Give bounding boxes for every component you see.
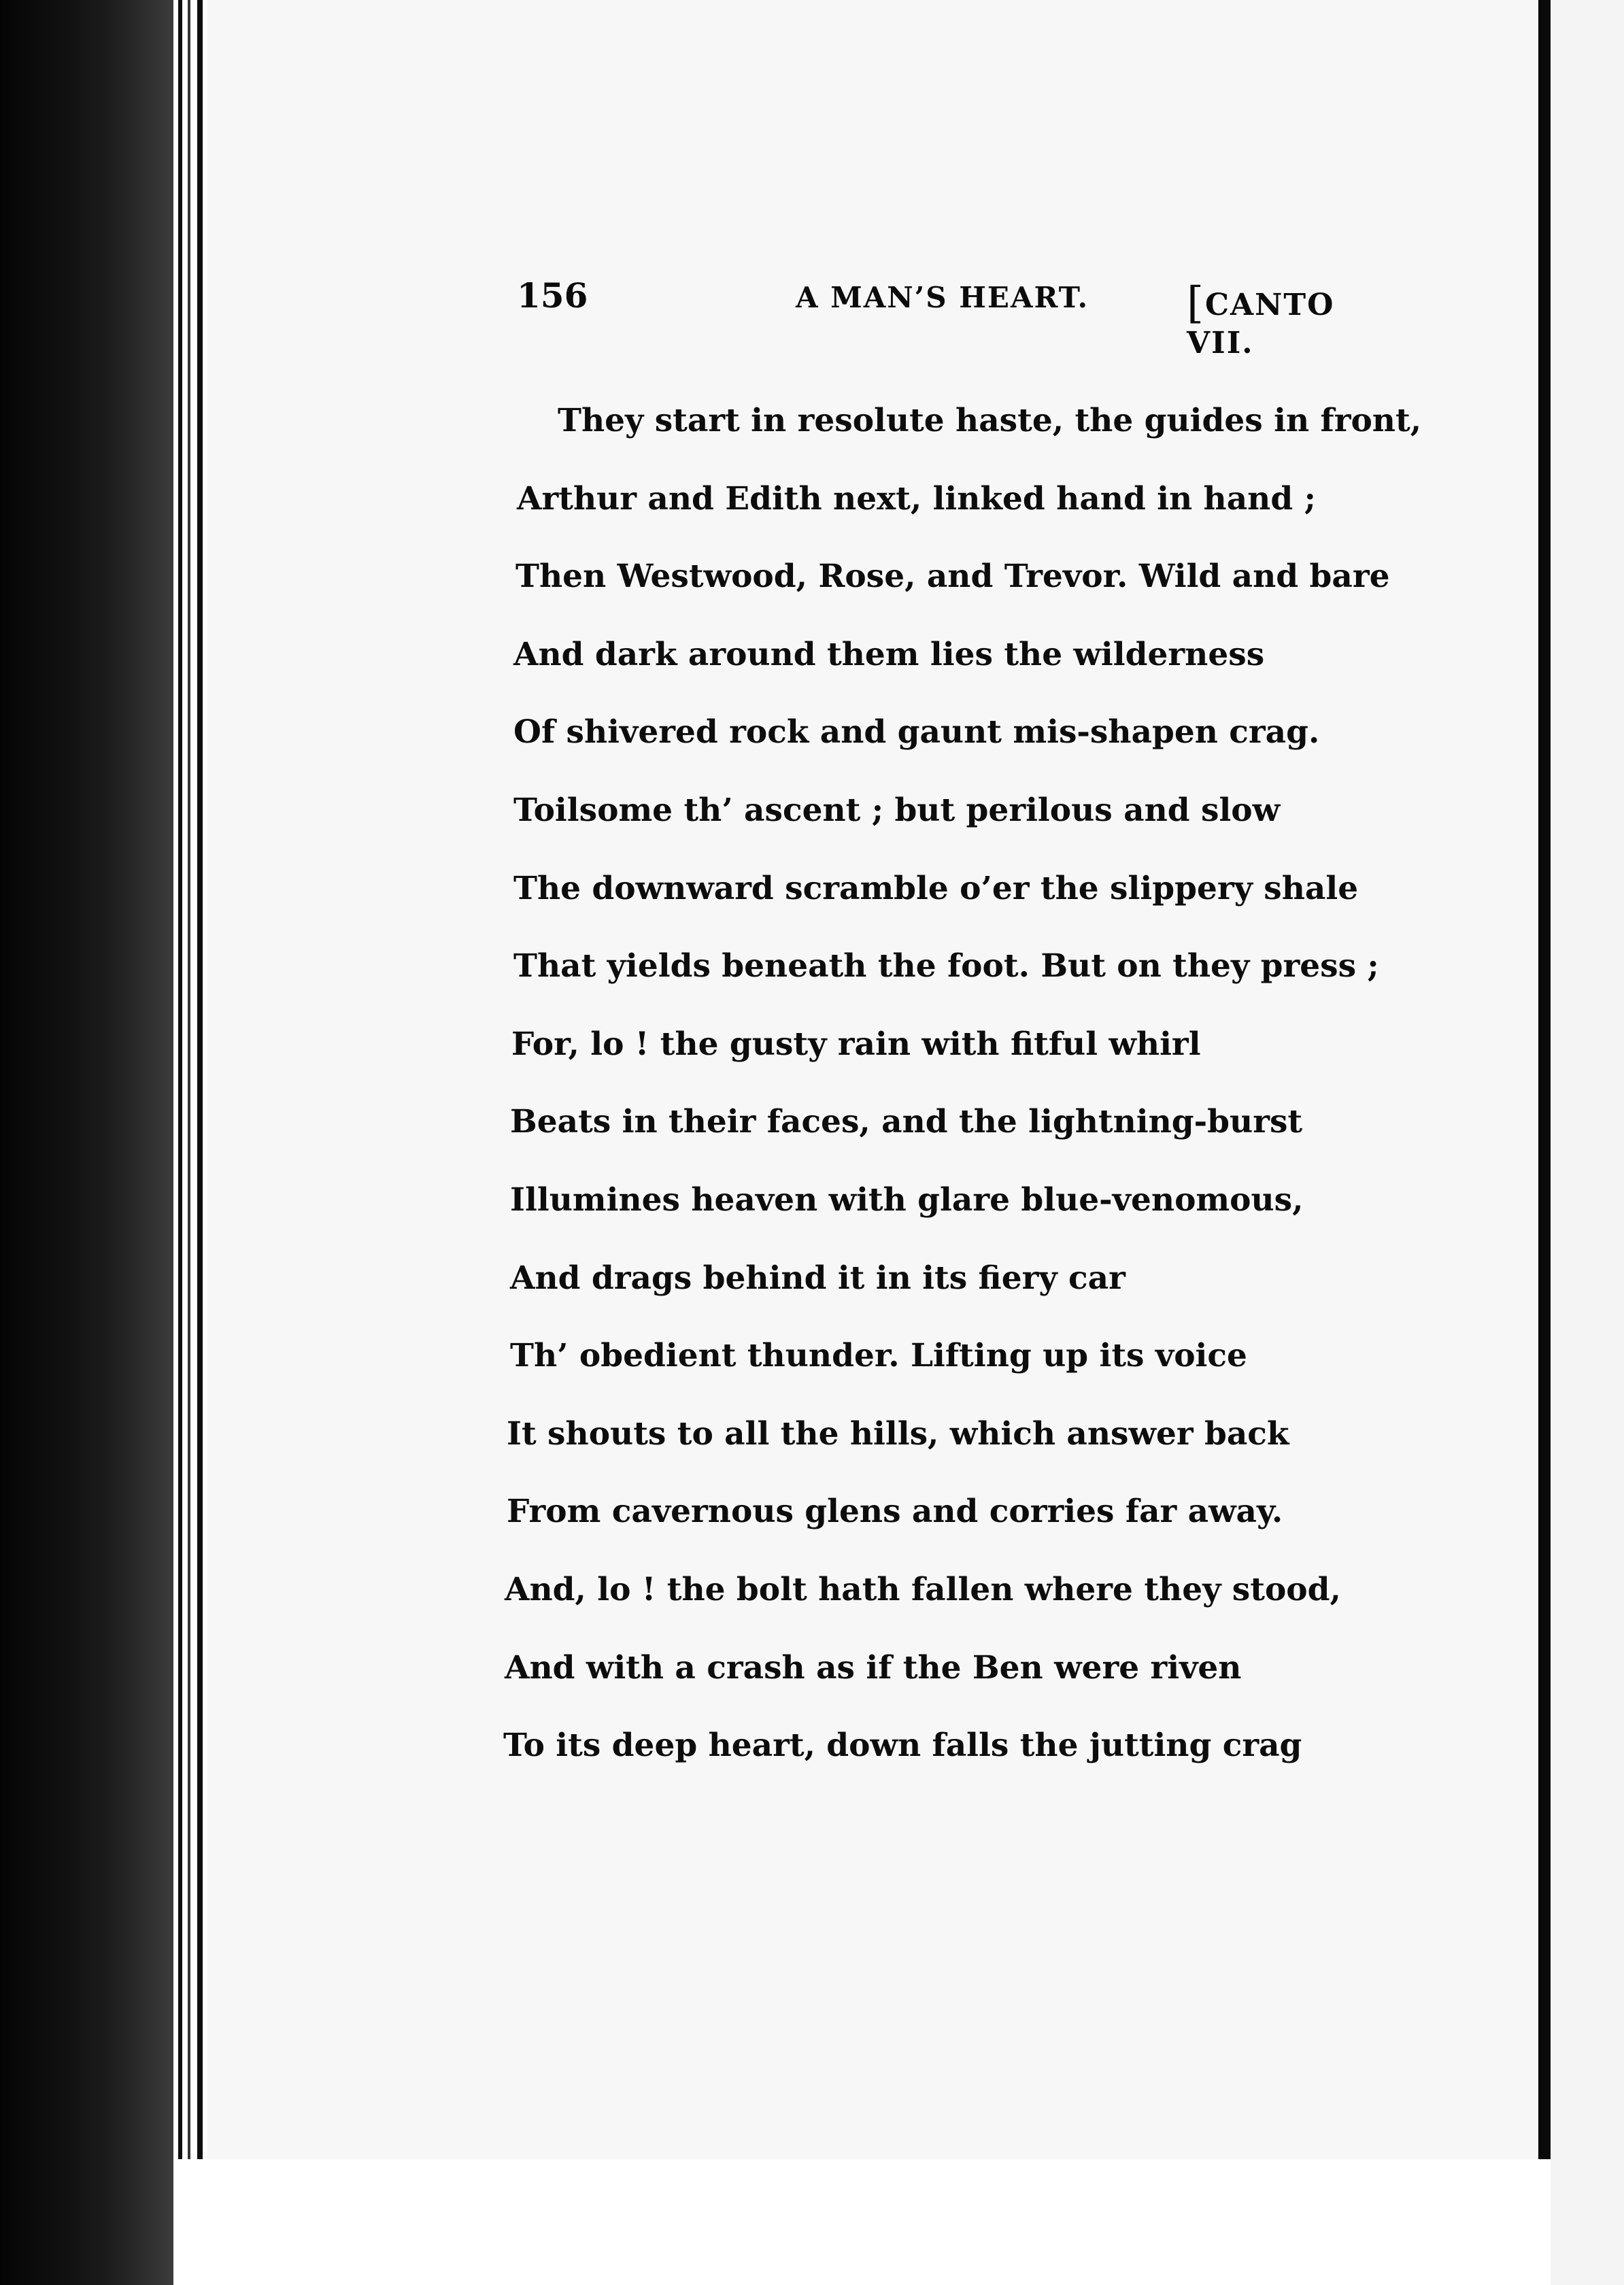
running-title: A MAN’S HEART. <box>796 281 1089 314</box>
poem-line: Arthur and Edith next, linked hand in hand ; <box>517 480 1316 518</box>
poem-line: Th’ obedient thunder. Lifting up its voice <box>510 1337 1247 1374</box>
poem-line: And with a crash as if the Ben were riven <box>505 1649 1242 1687</box>
poem-line: And dark around them lies the wilderness <box>513 636 1265 673</box>
poem-line: Toilsome th’ ascent ; but perilous and slow <box>513 792 1281 829</box>
poem-line: They start in resolute haste, the guides in front, <box>558 402 1422 439</box>
poem-line: The downward scramble o’er the slippery shale <box>513 870 1359 907</box>
poem-line: For, lo ! the gusty rain with fitful whirl <box>511 1026 1201 1063</box>
poem-line: To its deep heart, down falls the jutting crag <box>503 1727 1302 1764</box>
poem-line: From cavernous glens and corries far away. <box>507 1493 1283 1530</box>
poem-line: That yields beneath the foot. But on they press ; <box>513 947 1379 985</box>
page-number: 156 <box>517 275 588 316</box>
section-bracket: [ <box>1187 278 1205 328</box>
poem-line: And drags behind it in its fiery car <box>510 1259 1126 1297</box>
poem-line: Then Westwood, Rose, and Trevor. Wild and bare <box>515 558 1390 595</box>
poem-line: Beats in their faces, and the lightning-burst <box>510 1103 1303 1140</box>
poem-line: Illumines heaven with glare blue-venomous, <box>510 1181 1304 1219</box>
poem-line: Of shivered rock and gaunt mis-shapen crag. <box>513 713 1320 751</box>
poem-line: And, lo ! the bolt hath fallen where they stood, <box>505 1571 1341 1608</box>
section-label: CANTO VII. <box>1187 288 1335 360</box>
poem-line: It shouts to all the hills, which answer back <box>507 1415 1289 1453</box>
